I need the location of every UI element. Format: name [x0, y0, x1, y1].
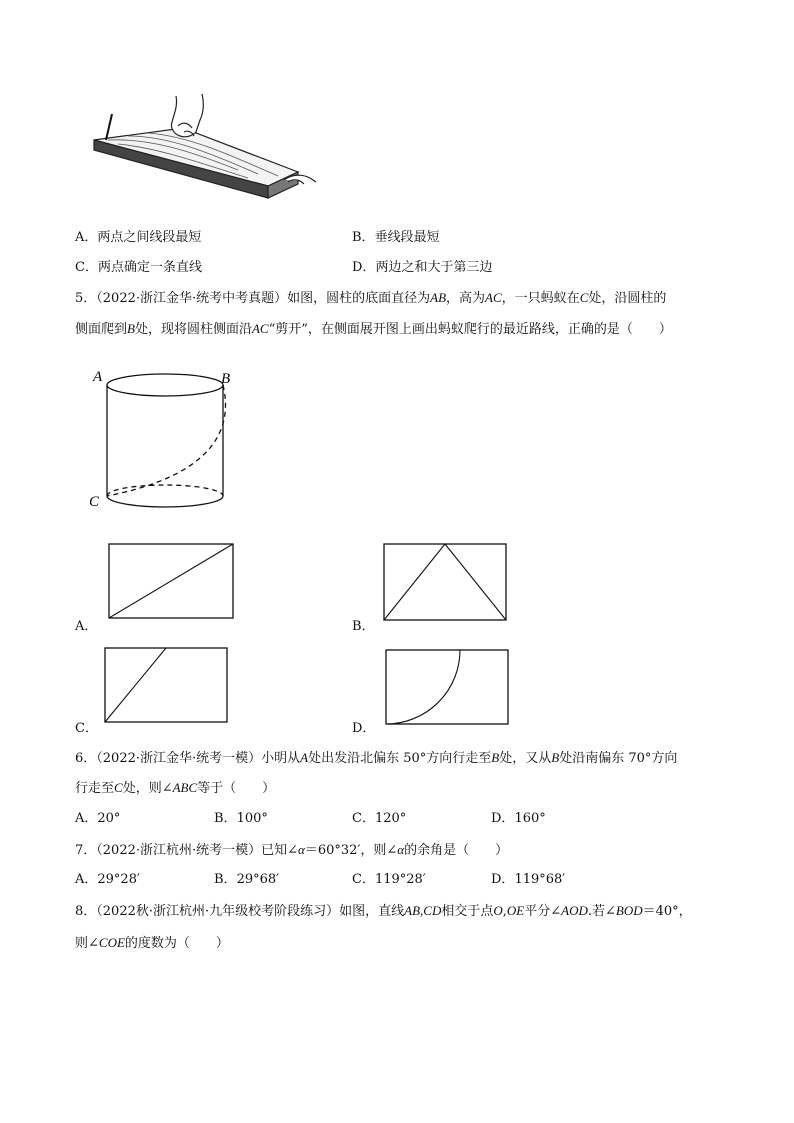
q5-option-a-figure[interactable]: [108, 543, 236, 621]
cylinder-figure: [85, 365, 245, 525]
q5-option-b-figure[interactable]: [383, 543, 509, 623]
q4-option-a[interactable]: A．两点之间线段最短: [75, 230, 202, 245]
q7-option-c[interactable]: C．119°28′: [352, 872, 426, 887]
q7-option-b[interactable]: B．29°68′: [214, 872, 280, 887]
q5-option-d-figure[interactable]: [385, 649, 511, 727]
q7-stem: 7．（2022·浙江杭州·统考一模）已知∠α＝60°32′，则∠α的余角是（ ）: [75, 842, 509, 858]
q6-option-a[interactable]: A．20°: [75, 811, 121, 826]
q4-option-d[interactable]: D．两边之和大于第三边: [352, 260, 493, 275]
q6-option-d[interactable]: D．160°: [491, 811, 546, 826]
q6-option-b[interactable]: B．100°: [214, 811, 268, 826]
q5-option-c-figure[interactable]: [104, 647, 230, 725]
q5-option-a-label[interactable]: A．: [75, 619, 98, 634]
plank-illustration: [88, 92, 318, 210]
q7-option-d[interactable]: D．119°68′: [491, 872, 566, 887]
q7-option-a[interactable]: A．29°28′: [75, 872, 140, 887]
q6-option-c[interactable]: C．120°: [352, 811, 407, 826]
q5-option-c-label[interactable]: C．: [75, 721, 98, 736]
q5-option-b-label[interactable]: B．: [352, 619, 375, 634]
q6-stem-line2: 行走至C处，则∠ABC等于（ ）: [75, 780, 276, 796]
q5-option-d-label[interactable]: D．: [352, 721, 376, 736]
q6-stem-line1: 6．（2022·浙江金华·统考一模）小明从A处出发沿北偏东 50°方向行走至B处，又从B处沿南偏东 70°方向: [75, 750, 678, 766]
q4-option-c[interactable]: C．两点确定一条直线: [75, 260, 202, 275]
q5-stem-line1: 5．（2022·浙江金华·统考中考真题）如图，圆柱的底面直径为AB，高为AC，一只蚂蚁在C处，沿圆柱的: [75, 290, 667, 306]
q4-option-b[interactable]: B．垂线段最短: [352, 230, 440, 245]
cylinder-label-a: A: [93, 369, 103, 385]
cylinder-label-b: B: [221, 371, 231, 387]
q8-stem-line1: 8．（2022秋·浙江杭州·九年级校考阶段练习）如图，直线AB,CD相交于点O,OE平分∠AOD.若∠BOD＝40°，: [75, 903, 692, 919]
cylinder-label-c: C: [89, 494, 100, 510]
q8-stem-line2: 则∠COE的度数为（ ）: [75, 935, 229, 951]
q5-stem-line2: 侧面爬到B处，现将圆柱侧面沿AC“剪开”，在侧面展开图上画出蚂蚁爬行的最近路线，正确的是（ ）: [75, 321, 672, 337]
